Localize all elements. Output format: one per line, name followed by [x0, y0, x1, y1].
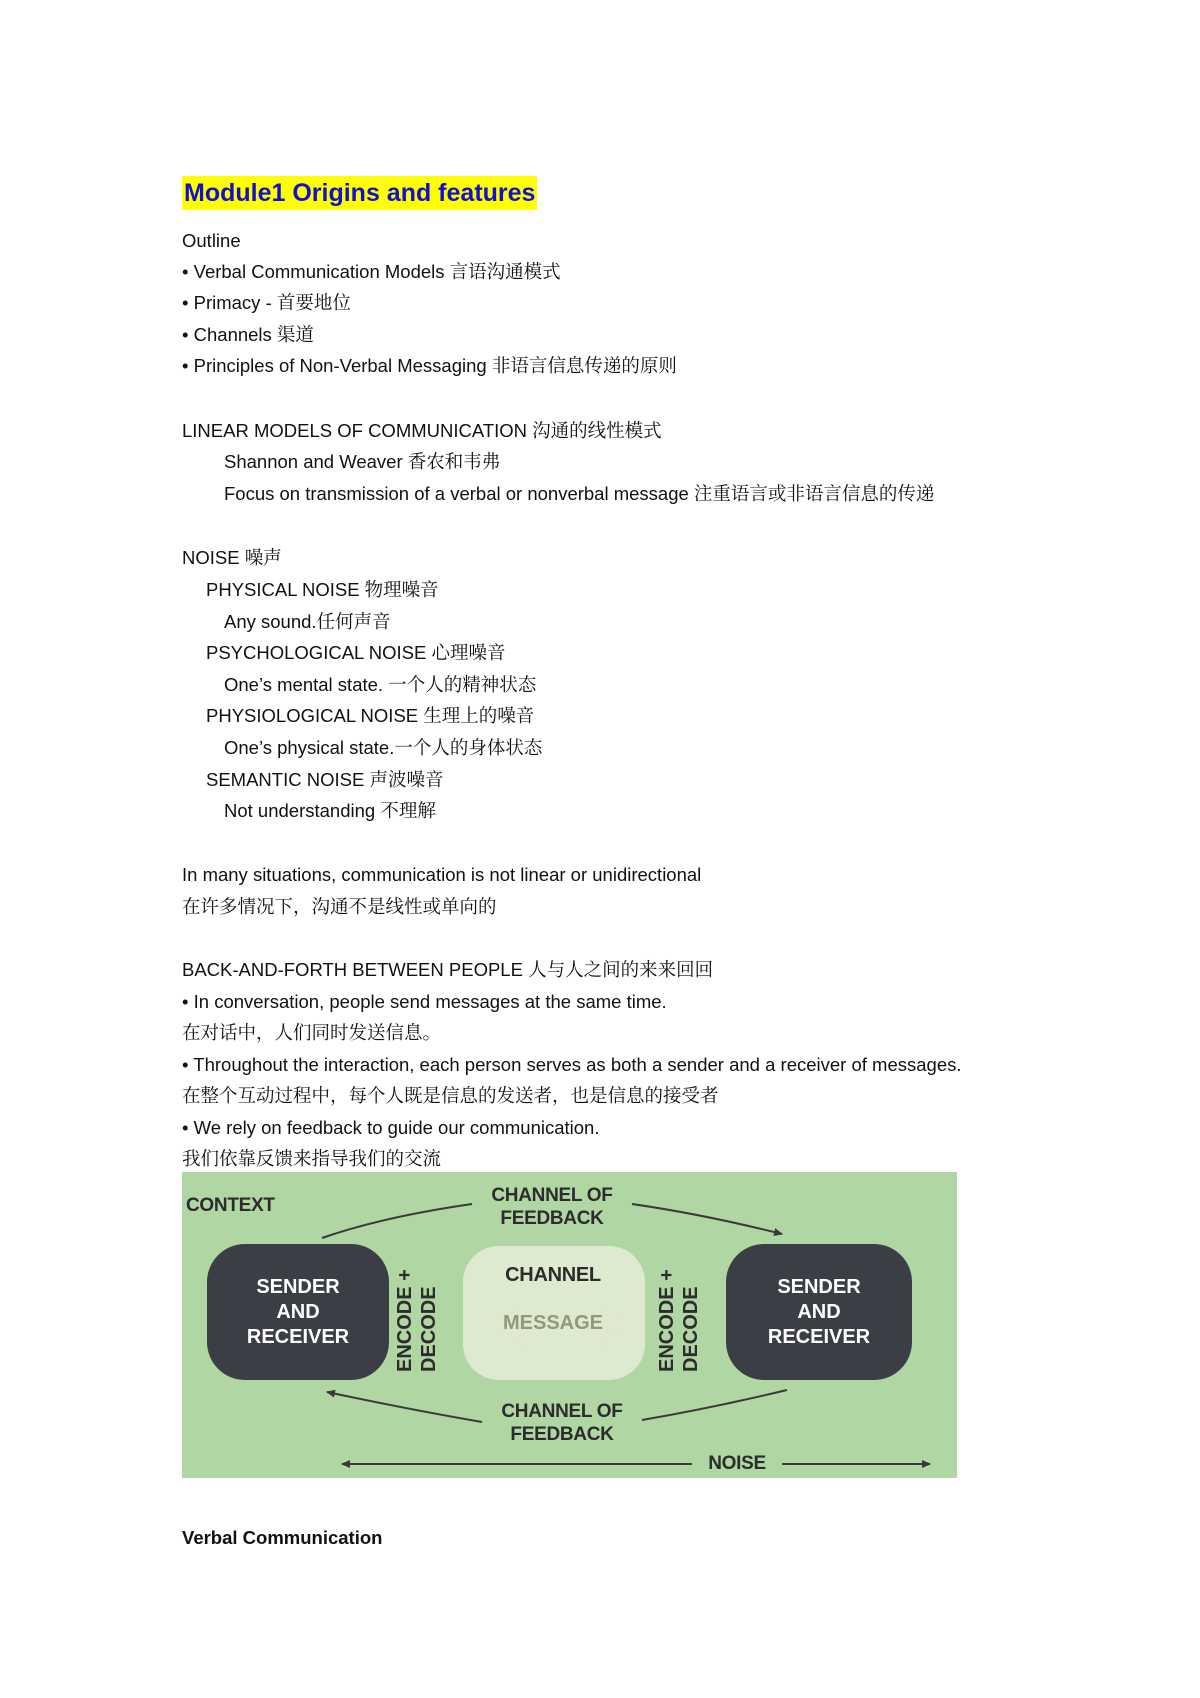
noise-desc: One’s physical state.一个人的身体状态 — [224, 737, 543, 758]
feedback-bottom-right-line — [642, 1390, 787, 1420]
situations-text: In many situations, communication is not linear or unidirectional — [182, 864, 702, 885]
noise-type: PHYSIOLOGICAL NOISE 生理上的噪音 — [206, 705, 535, 726]
verbal-heading: Verbal Communication — [182, 1527, 383, 1548]
feedback-bottom-left-arrow — [327, 1392, 482, 1422]
linear-line: Shannon and Weaver 香农和韦弗 — [224, 451, 501, 472]
back-forth-zh: 在对话中，人们同时发送信息。 — [182, 1022, 442, 1043]
encode-decode-left: ENCODE + DECODE — [394, 1269, 440, 1372]
outline-item: • Channels 渠道 — [182, 322, 314, 348]
module-title: Module1 Origins and features — [182, 176, 537, 210]
feedback-top-left-line — [322, 1204, 472, 1238]
noise-desc: Not understanding 不理解 — [224, 800, 436, 821]
back-forth-bullet: • Throughout the interaction, each person serves as both a sender and a receiver of messages. — [182, 1052, 962, 1078]
context-label: CONTEXT — [186, 1195, 275, 1216]
noise-desc: Any sound.任何声音 — [224, 611, 391, 632]
outline-item: • Primacy - 首要地位 — [182, 290, 351, 316]
noise-desc: One’s mental state. 一个人的精神状态 — [224, 674, 537, 695]
encode-decode-right: ENCODE + DECODE — [656, 1269, 702, 1372]
feedback-top-label: CHANNEL OF FEEDBACK — [491, 1185, 613, 1229]
situations-text-zh: 在许多情况下，沟通不是线性或单向的 — [182, 896, 497, 917]
feedback-bottom-label: CHANNEL OF FEEDBACK — [501, 1401, 623, 1445]
outline-item: • Principles of Non-Verbal Messaging 非语言信息传递的原则 — [182, 353, 677, 379]
back-forth-zh: 在整个互动过程中，每个人既是信息的发送者，也是信息的接受者 — [182, 1085, 719, 1106]
noise-type: PSYCHOLOGICAL NOISE 心理噪音 — [206, 642, 506, 663]
message-label: MESSAGE — [502, 1312, 604, 1334]
linear-heading: LINEAR MODELS OF COMMUNICATION 沟通的线性模式 — [182, 420, 662, 441]
feedback-top-right-arrow — [632, 1204, 782, 1234]
linear-line: Focus on transmission of a verbal or nonverbal message 注重语言或非语言信息的传递 — [224, 483, 935, 504]
noise-type: PHYSICAL NOISE 物理噪音 — [206, 579, 439, 600]
back-forth-heading: BACK-AND-FORTH BETWEEN PEOPLE 人与人之间的来来回回 — [182, 959, 714, 980]
back-forth-bullet: • We rely on feedback to guide our communication. — [182, 1115, 599, 1141]
channel-label: CHANNEL — [505, 1264, 601, 1286]
noise-heading: NOISE 噪声 — [182, 547, 282, 568]
outline-item: • Verbal Communication Models 言语沟通模式 — [182, 259, 561, 285]
sender-receiver-left: SENDER AND RECEIVER — [207, 1244, 389, 1380]
communication-model-diagram — [182, 1172, 957, 1478]
sender-receiver-right: SENDER AND RECEIVER — [726, 1244, 912, 1380]
noise-label: NOISE — [708, 1453, 766, 1474]
back-forth-zh: 我们依靠反馈来指导我们的交流 — [182, 1148, 442, 1169]
noise-type: SEMANTIC NOISE 声波噪音 — [206, 769, 444, 790]
outline-label: Outline — [182, 230, 241, 251]
back-forth-bullet: • In conversation, people send messages at the same time. — [182, 989, 667, 1015]
